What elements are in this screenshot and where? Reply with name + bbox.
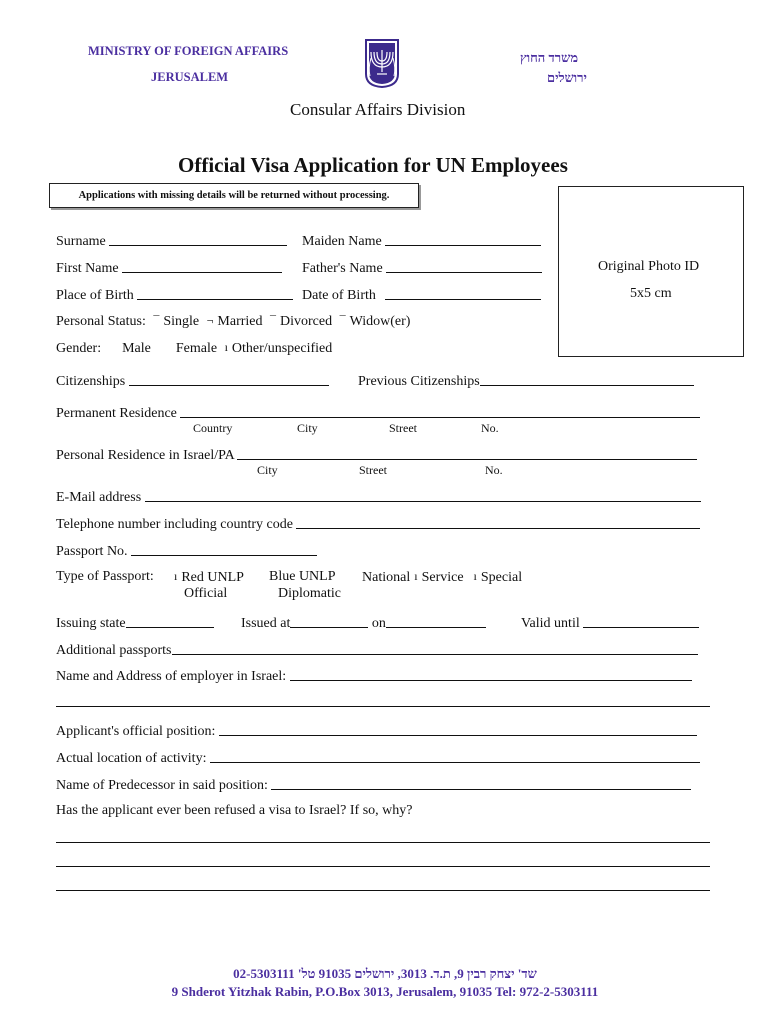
- location-label: Actual location of activity:: [56, 751, 207, 766]
- checkbox-service[interactable]: ı: [414, 569, 418, 583]
- refused-answer-line-2[interactable]: [56, 866, 710, 867]
- notice-text: Applications with missing details will be returned without processing.: [78, 190, 390, 201]
- employer-field[interactable]: [290, 667, 692, 681]
- personal-status-row: [56, 313, 410, 330]
- employer-field-line-2[interactable]: [56, 706, 710, 707]
- additional-passports-label: Additional passports: [56, 643, 172, 658]
- employer-label: Name and Address of employer in Israel:: [56, 669, 287, 684]
- valid-until-field[interactable]: [583, 614, 699, 628]
- additional-passports-field[interactable]: [172, 641, 698, 655]
- permanent-residence-label: Permanent Residence: [56, 406, 177, 421]
- passport-no-label: Passport No.: [56, 544, 128, 559]
- option-divorced: Divorced: [280, 314, 333, 329]
- passport-no-field[interactable]: [131, 542, 317, 556]
- maiden-name-field[interactable]: [385, 232, 541, 246]
- division-name: Consular Affairs Division: [290, 100, 466, 119]
- personal-status-label: Personal Status:: [56, 314, 146, 329]
- checkbox-single[interactable]: ¯: [153, 313, 160, 327]
- passport-type-label: Type of Passport:: [56, 569, 154, 584]
- telephone-field[interactable]: [296, 515, 700, 529]
- perm-sub-street: Street: [389, 421, 417, 435]
- email-field[interactable]: [145, 488, 701, 502]
- checkbox-special[interactable]: ı: [473, 569, 477, 583]
- option-official: Official: [184, 586, 228, 601]
- father-name-label: Father's Name: [302, 261, 383, 276]
- official-position-field[interactable]: [219, 722, 697, 736]
- ministry-name-he: משרד החוץ: [520, 50, 579, 65]
- missing-details-notice: [49, 183, 419, 208]
- city-name-he: ירושלים: [547, 70, 587, 85]
- option-blue-unlp[interactable]: Blue UNLP: [269, 569, 336, 584]
- citizenships-label: Citizenships: [56, 374, 126, 389]
- photo-size: 5x5 cm: [630, 286, 672, 301]
- footer-address-en: 9 Shderot Yitzhak Rabin, P.O.Box 3013, Jerusalem, 91035 Tel: 972-2-5303111: [171, 984, 599, 999]
- first-name-label: First Name: [56, 261, 119, 276]
- valid-until-label: Valid until: [521, 616, 580, 631]
- option-national: National: [362, 570, 411, 585]
- issued-on-field[interactable]: [386, 614, 486, 628]
- date-of-birth-label: Date of Birth: [302, 288, 376, 303]
- checkbox-widow[interactable]: ¯: [339, 313, 346, 327]
- ministry-name-en: MINISTRY OF FOREIGN AFFAIRS: [88, 44, 289, 58]
- email-label: E-Mail address: [56, 490, 142, 505]
- gender-row: [56, 340, 332, 357]
- permanent-residence-field[interactable]: [180, 404, 700, 418]
- issued-on-label: on: [371, 616, 386, 631]
- checkbox-married[interactable]: ¬: [206, 313, 214, 327]
- option-married: Married: [217, 314, 263, 329]
- option-other: Other/unspecified: [231, 341, 333, 356]
- checkbox-divorced[interactable]: ¯: [270, 313, 276, 327]
- option-female[interactable]: Female: [175, 341, 218, 356]
- first-name-field[interactable]: [122, 259, 282, 273]
- option-single: Single: [163, 314, 200, 329]
- pers-sub-street: Street: [359, 463, 387, 477]
- pers-sub-no: No.: [485, 463, 503, 477]
- father-name-field[interactable]: [386, 259, 542, 273]
- surname-label: Surname: [56, 234, 106, 249]
- surname-field[interactable]: [109, 232, 287, 246]
- perm-sub-no: No.: [481, 421, 499, 435]
- predecessor-field[interactable]: [271, 776, 691, 790]
- date-of-birth-field[interactable]: [385, 286, 541, 300]
- photo-label: Original Photo ID: [598, 259, 700, 274]
- option-diplomatic: Diplomatic: [278, 586, 341, 601]
- previous-citizenships-field[interactable]: [480, 372, 694, 386]
- gender-label: Gender:: [56, 341, 102, 356]
- checkbox-red-unlp[interactable]: ı: [174, 569, 178, 583]
- perm-sub-city: City: [297, 421, 318, 435]
- refused-question: Has the applicant ever been refused a visa to Israel? If so, why?: [56, 803, 413, 818]
- place-of-birth-label: Place of Birth: [56, 288, 134, 303]
- issuing-state-field[interactable]: [126, 614, 214, 628]
- previous-citizenships-label: Previous Citizenships: [358, 374, 480, 389]
- maiden-name-label: Maiden Name: [302, 234, 382, 249]
- perm-sub-country: Country: [193, 421, 233, 435]
- pers-sub-city: City: [257, 463, 278, 477]
- personal-residence-label: Personal Residence in Israel/PA: [56, 448, 234, 463]
- refused-answer-line-1[interactable]: [56, 842, 710, 843]
- issued-at-label: Issued at: [241, 616, 291, 631]
- issuing-state-label: Issuing state: [56, 616, 126, 631]
- predecessor-label: Name of Predecessor in said position:: [56, 778, 268, 793]
- option-widow: Widow(er): [349, 314, 411, 329]
- option-male[interactable]: Male: [122, 341, 151, 356]
- option-red-unlp: Red UNLP: [181, 570, 244, 585]
- telephone-label: Telephone number including country code: [56, 517, 293, 532]
- page-title: Official Visa Application for UN Employees: [178, 153, 568, 177]
- checkbox-other[interactable]: ı: [224, 340, 228, 354]
- citizenships-field[interactable]: [129, 372, 329, 386]
- refused-answer-line-3[interactable]: [56, 890, 710, 891]
- footer-address-he: שד' יצחק רבין 9, ת.ד. 3013, ירושלים 91035 טל' 02-5303111: [233, 966, 537, 981]
- location-field[interactable]: [210, 749, 700, 763]
- menorah-emblem-icon: [364, 38, 400, 88]
- city-name-en: JERUSALEM: [151, 70, 229, 84]
- place-of-birth-field[interactable]: [137, 286, 293, 300]
- official-position-label: Applicant's official position:: [56, 724, 216, 739]
- issued-at-field[interactable]: [290, 614, 368, 628]
- option-special: Special: [480, 570, 523, 585]
- personal-residence-field[interactable]: [237, 446, 697, 460]
- option-service: Service: [421, 570, 464, 585]
